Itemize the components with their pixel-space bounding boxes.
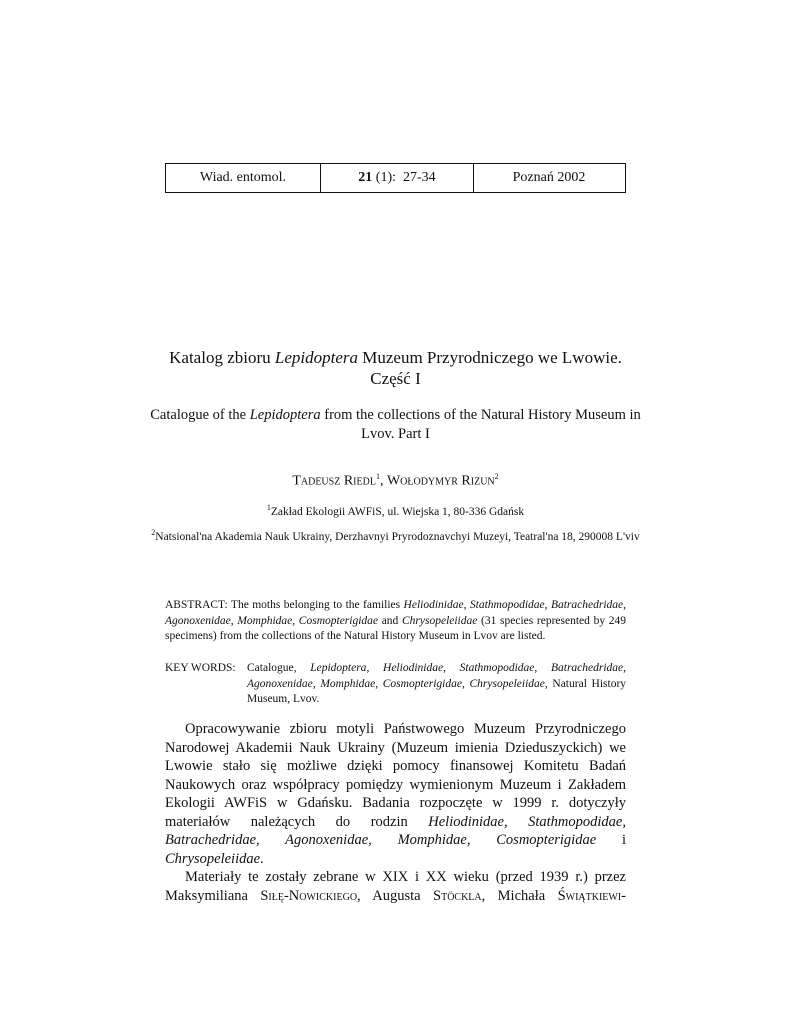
abstract [165, 598, 626, 645]
kw-part: , [534, 662, 551, 674]
body-text-span: Materiały te zostały zebrane w XIX i XX wieku (przed 1939 r.) przez Maksymiliana [165, 869, 626, 904]
author-name: Wołodymyr Rizun [386, 473, 495, 489]
volume-number: 21 [358, 170, 373, 185]
title-pl-part: Katalog zbioru [169, 348, 275, 367]
author-name: Tadeusz Riedl [292, 473, 376, 489]
body-paragraph [165, 720, 626, 868]
title-en-italic: Lepidoptera [249, 407, 321, 423]
title-english [140, 406, 651, 444]
body-name: Świątkiewi- [557, 887, 626, 904]
affiliation-1 [140, 503, 651, 518]
kw-part: , [366, 662, 384, 674]
title-pl-line2: Część I [370, 369, 421, 388]
key-words [165, 661, 626, 708]
body-text-span: Opracowywanie zbioru motyli Państwowego Muzeum Przyrodniczego Narodowej Akademii Nauk Ukrainy (Muzeum imienia Dzieduszyckich) we Lwowie stało się możliwe dzięki pomocy finansowej Komitetu Badań Naukowych oraz współpracy pomiędzy wymienionym Muzeum i Zakładem Ekologii AWFiS w Gdańsku. Badania rozpoczęte w 1999 r. dotyczyły materiałów należących do rodzin [165, 721, 626, 830]
abstract-family: Chrysopeleiidae [401, 614, 478, 627]
issue-pages: (1): 27-34 [372, 170, 436, 185]
kw-part: , [462, 677, 470, 690]
title-en-part: Catalogue of the [150, 407, 250, 423]
affiliation-2 [150, 525, 641, 545]
body-italic: Chrysopeleiidae [165, 850, 261, 867]
title-pl-part: Muzeum Przyrodniczego we Lwowie. [357, 348, 622, 367]
author-sup: 1 [375, 472, 380, 481]
volume-issue-pages [321, 164, 474, 192]
abstract-text: (31 species represented by 249 specimens) from the collections of the Natural History Museum in Lvov are listed. [165, 614, 626, 643]
abstract-text: The moths belonging to the families [227, 599, 404, 611]
abstract-text: and [378, 614, 402, 627]
journal-name: Wiad. entomol. [166, 164, 321, 192]
authors [140, 472, 651, 490]
journal-header-box [165, 163, 626, 193]
kw-italic: Batrachedridae [550, 662, 624, 674]
body-name: Stöckla [433, 887, 482, 904]
affiliation-sup: 1 [266, 503, 271, 512]
kw-part: Catalogue, [247, 662, 311, 674]
kw-part: , [443, 662, 460, 674]
key-words-text [247, 661, 626, 708]
body-paragraph [165, 868, 626, 905]
kw-part: , [623, 662, 627, 674]
body-italic: Heliodinidae, Stathmopodidae, Batrachedridae, Agonoxenidae, Momphidae, Cosmopterigidae [165, 813, 626, 848]
body-text-span: , Augusta [357, 887, 434, 904]
affiliation-text: Natsional'na Akademia Nauk Ukrainy, Derzhavnyi Pryrodoznavchyi Muzeyi, Teatral'na 18, 290008 L'viv [155, 530, 640, 543]
body-name: Siłę-Nowickiego [260, 887, 358, 904]
kw-italic: Lepidoptera [310, 662, 367, 674]
kw-italic: Stathmopodidae [459, 662, 535, 674]
body-text-span: . [260, 850, 264, 867]
title-pl-italic: Lepidoptera [274, 348, 358, 367]
kw-italic: Momphidae [320, 677, 376, 690]
abstract-label: ABSTRACT: [165, 599, 228, 611]
kw-part: , Natural History Museum, Lvov. [247, 677, 627, 706]
title-en-part: from the collections of the Natural History Museum in Lvov. Part I [320, 407, 641, 442]
kw-part: , [312, 677, 321, 690]
author-sup: 2 [494, 472, 499, 481]
body-text [165, 720, 626, 905]
affiliation-sup: 2 [151, 528, 156, 537]
author-separator: , [379, 473, 387, 489]
kw-italic: Heliodinidae [383, 662, 444, 674]
body-text-span: i [596, 832, 626, 848]
kw-italic: Chrysopeleiidae [469, 677, 545, 690]
affiliation-text: Zakład Ekologii AWFiS, ul. Wiejska 1, 80-336 Gdańsk [270, 505, 525, 518]
abstract-families: Heliodinidae, Stathmopodidae, Batrachedridae, Agonoxenidae, Momphidae, Cosmopterigidae [165, 599, 626, 627]
place-year: Poznań 2002 [512, 170, 586, 185]
title-polish [140, 347, 651, 389]
body-text-span: , Michała [481, 887, 558, 904]
kw-italic: Agonoxenidae [247, 677, 313, 690]
kw-italic: Cosmopterigidae [382, 677, 462, 690]
kw-part: , [375, 677, 383, 690]
key-words-label: KEY WORDS: [165, 662, 236, 674]
